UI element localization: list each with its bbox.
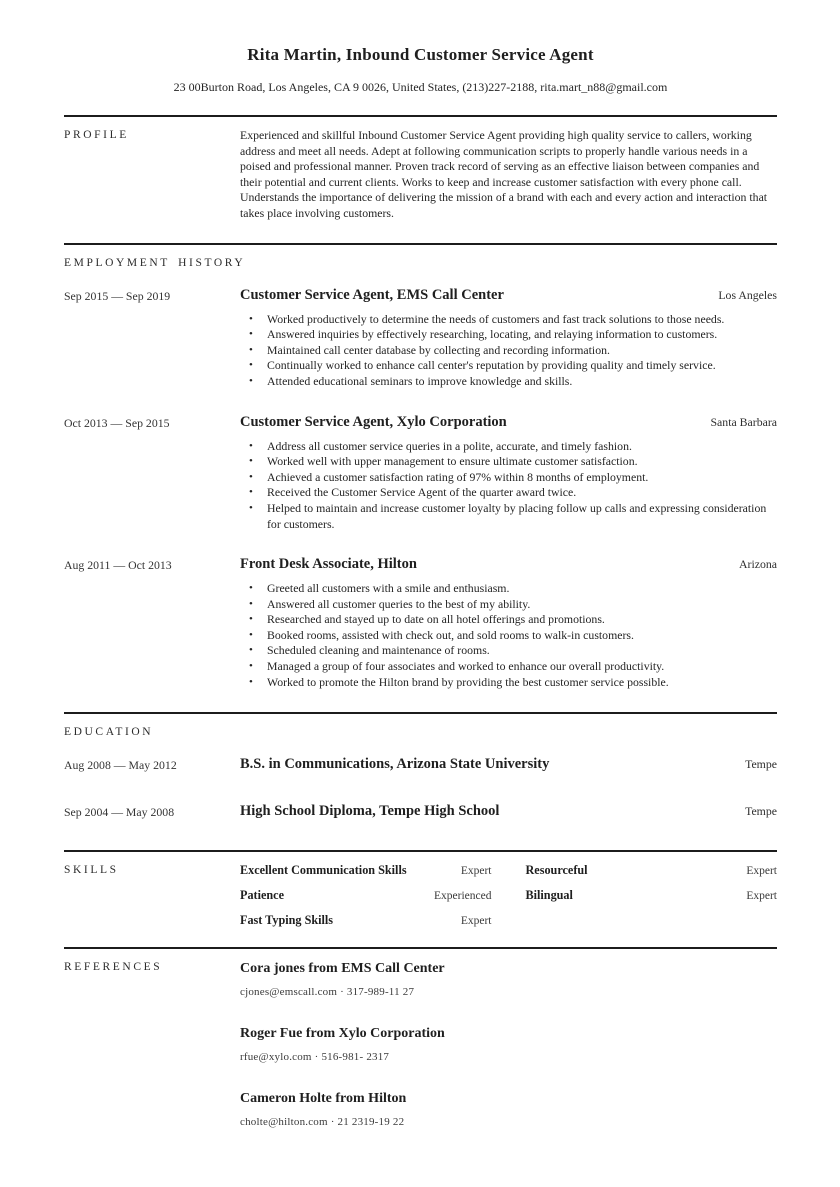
bullet-item: • Scheduled cleaning and maintenance of rooms.	[240, 643, 777, 659]
reference-contact: cjones@emscall.com · 317-989-11 27	[240, 986, 415, 999]
job-body	[240, 555, 777, 690]
reference-contact: rfue@xylo.com · 516-981- 2317	[240, 1051, 390, 1064]
skills-grid	[240, 863, 777, 928]
job-dates: Aug 2011 — Oct 2013	[64, 558, 172, 573]
job-body	[240, 413, 777, 533]
education-section-label: EDUCATION	[64, 726, 154, 739]
job-title: Front Desk Associate, Hilton	[240, 556, 417, 573]
bullet-item: • Received the Customer Service Agent of the quarter award twice.	[240, 485, 777, 501]
education-heading-row	[240, 755, 777, 774]
education-entry	[64, 802, 777, 821]
job-bullet-list	[240, 581, 777, 690]
employment-section-label: EMPLOYMENT HISTORY	[64, 256, 246, 269]
job-dates: Sep 2015 — Sep 2019	[64, 288, 171, 303]
references-list	[240, 960, 777, 1129]
bullet-item: • Greeted all customers with a smile and enthusiasm.	[240, 581, 777, 597]
skill-item	[240, 888, 492, 903]
education-entry	[64, 755, 777, 774]
job-heading-row	[240, 286, 777, 305]
job-entry	[64, 413, 777, 533]
skills-section-label: SKILLS	[64, 864, 119, 877]
education-title: High School Diploma, Tempe High School	[240, 803, 500, 820]
skill-level: Expert	[460, 865, 492, 878]
education-location: Tempe	[745, 804, 777, 819]
job-bullet-list	[240, 439, 777, 533]
bullet-item: • Answered inquiries by effectively researching, locating, and relaying information to customers.	[240, 327, 777, 343]
reference-name: Roger Fue from Xylo Corporation	[240, 1026, 445, 1042]
skill-item	[240, 863, 492, 878]
bullet-item: • Worked well with upper management to ensure ultimate customer satisfaction.	[240, 454, 777, 470]
job-body	[240, 286, 777, 390]
skill-name: Bilingual	[525, 888, 573, 903]
job-title: Customer Service Agent, EMS Call Center	[240, 286, 504, 303]
education-heading-row	[240, 802, 777, 821]
reference-entry	[240, 960, 777, 999]
education-body	[240, 755, 777, 774]
job-heading-row	[240, 555, 777, 574]
skill-level: Expert	[746, 890, 777, 903]
reference-entry	[240, 1090, 777, 1129]
profile-text: Experienced and skillful Inbound Customer Service Agent providing high quality service to callers, working address and meet all needs. Adept at following communication scripts to properly handle various needs in a poised and professional manner. Proven track record of serving as an effective liaison between companies and their potential and current clients. Works to keep and increase customer satisfaction with every phone call. Understands the importance of delivering the mission of a brand with each and every action and interaction that takes place involving customers.	[240, 128, 768, 220]
job-entry	[64, 555, 777, 690]
skill-item	[526, 888, 778, 903]
education-body	[240, 802, 777, 821]
reference-entry	[240, 1025, 777, 1064]
job-location: Arizona	[739, 557, 777, 572]
bullet-item: • Answered all customer queries to the best of my ability.	[240, 597, 777, 613]
profile-section-label: PROFILE	[64, 129, 129, 141]
education-section	[64, 714, 777, 821]
skill-level: Expert	[460, 915, 492, 928]
job-location: Los Angeles	[718, 287, 777, 302]
skill-name: Excellent Communication Skills	[240, 863, 407, 878]
skill-item	[240, 913, 492, 928]
contact-line: 23 00Burton Road, Los Angeles, CA 9 0026, United States, (213)227-2188, rita.mart_n88@gmail.com	[173, 80, 668, 94]
bullet-item: • Worked productively to determine the needs of customers and fast track solutions to those needs.	[240, 312, 777, 328]
reference-name: Cora jones from EMS Call Center	[240, 961, 445, 977]
bullet-item: • Attended educational seminars to improve knowledge and skills.	[240, 374, 777, 390]
profile-section	[64, 117, 777, 222]
bullet-item: • Managed a group of four associates and worked to enhance our overall productivity.	[240, 659, 777, 675]
bullet-item: • Continually worked to enhance call center's reputation by providing quality and timely service.	[240, 358, 777, 374]
bullet-item: • Address all customer service queries in a polite, accurate, and timely fashion.	[240, 439, 777, 455]
job-title: Customer Service Agent, Xylo Corporation	[240, 413, 507, 430]
bullet-item: • Achieved a customer satisfaction rating of 97% within 8 months of employment.	[240, 470, 777, 486]
education-location: Tempe	[745, 757, 777, 772]
job-heading-row	[240, 413, 777, 432]
bullet-item: • Booked rooms, assisted with check out, and sold rooms to walk-in customers.	[240, 628, 777, 644]
reference-name: Cameron Holte from Hilton	[240, 1091, 407, 1107]
page-title: Rita Martin, Inbound Customer Service Agent	[247, 45, 594, 64]
skill-name: Fast Typing Skills	[240, 913, 334, 928]
references-section	[64, 949, 777, 1129]
references-section-label: REFERENCES	[64, 961, 163, 974]
reference-contact: cholte@hilton.com · 21 2319-19 22	[240, 1116, 405, 1129]
bullet-item: • Maintained call center database by collecting and recording information.	[240, 343, 777, 359]
job-bullet-list	[240, 312, 777, 390]
skills-section	[64, 852, 777, 928]
employment-section	[64, 245, 777, 691]
education-dates: Sep 2004 — May 2008	[64, 805, 175, 820]
job-dates: Oct 2013 — Sep 2015	[64, 415, 170, 430]
bullet-item: • Helped to maintain and increase customer loyalty by placing follow up calls and expressing consideration for customers.	[240, 501, 777, 532]
skill-name: Patience	[240, 888, 284, 903]
job-location: Santa Barbara	[710, 414, 777, 429]
skill-level: Expert	[746, 865, 777, 878]
bullet-item: • Worked to promote the Hilton brand by providing the best customer service possible.	[240, 675, 777, 691]
resume-header	[64, 45, 777, 94]
bullet-item: • Researched and stayed up to date on all hotel offerings and promotions.	[240, 612, 777, 628]
skill-item	[526, 863, 778, 878]
education-dates: Aug 2008 — May 2012	[64, 758, 177, 773]
skill-name: Resourceful	[525, 863, 588, 878]
job-entry	[64, 286, 777, 390]
education-title: B.S. in Communications, Arizona State University	[240, 756, 550, 773]
skill-level: Experienced	[434, 890, 492, 903]
